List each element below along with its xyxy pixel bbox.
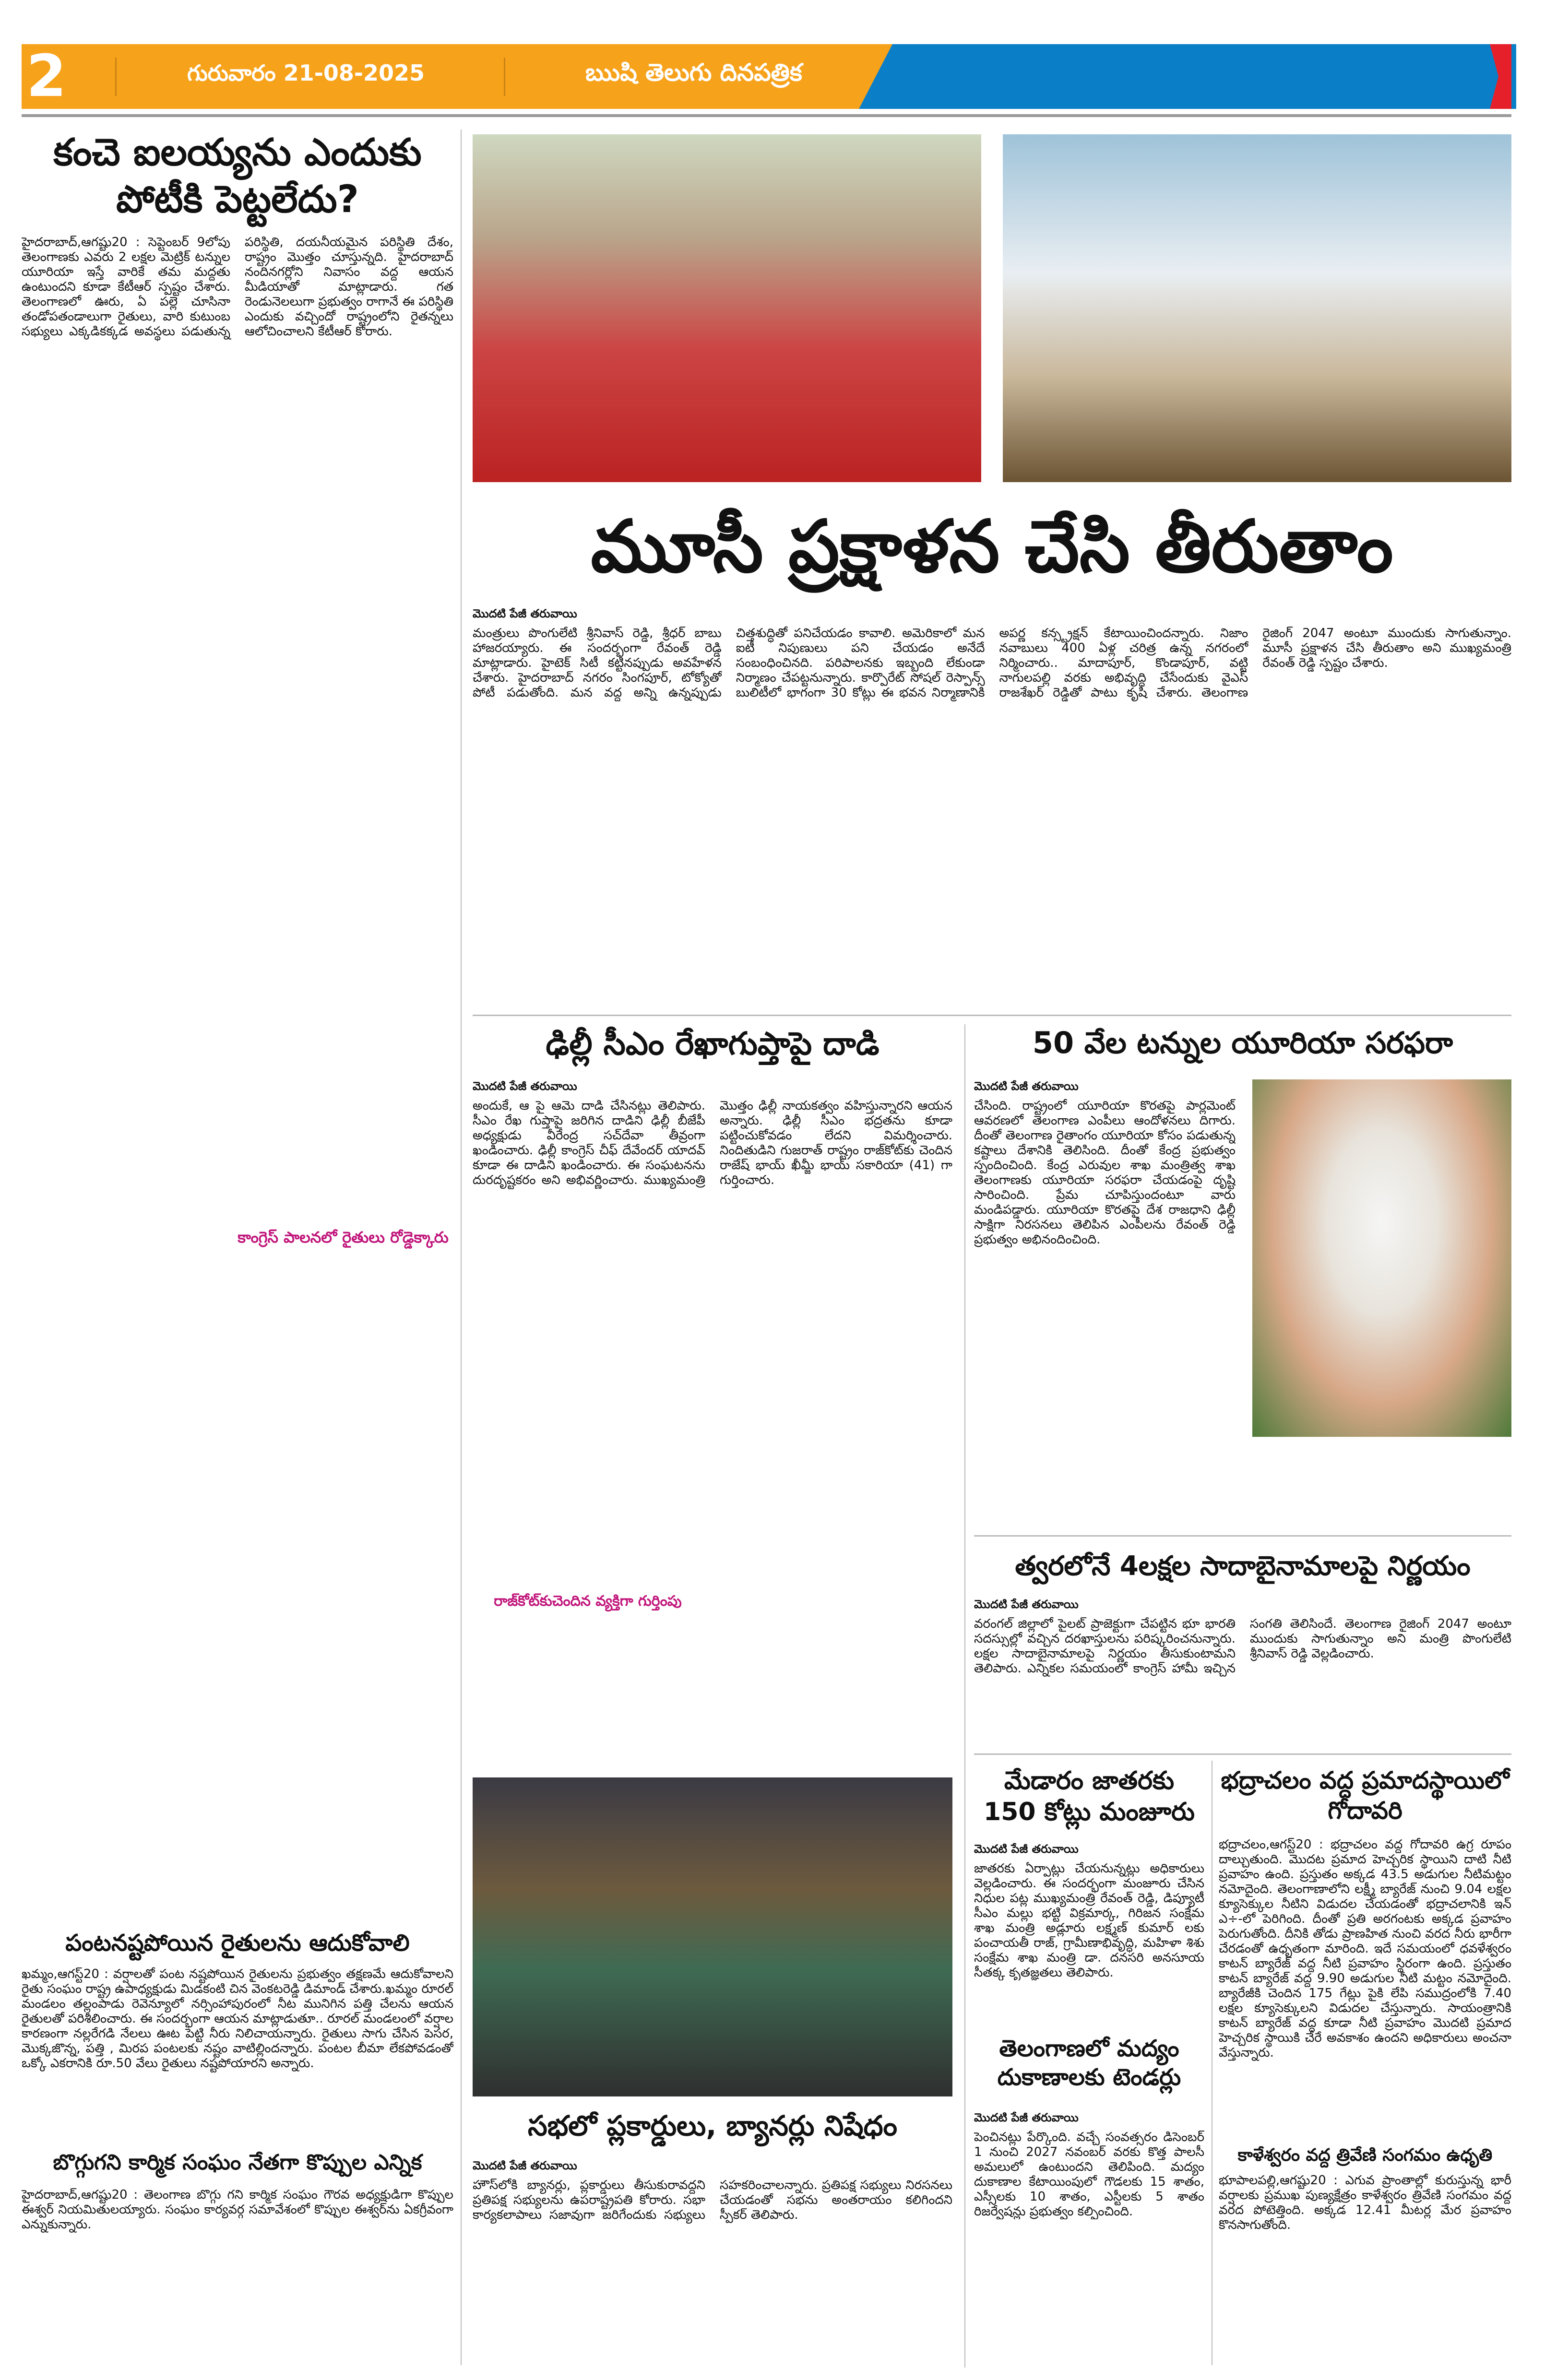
photo-parliament-session	[473, 1777, 952, 2096]
coal-story-headline: బొగ్గుగని కార్మిక సంఘం నేతగా కొప్పుల ఎన్నిక	[53, 2150, 422, 2175]
paper-name: ఋషి తెలుగు దినపత్రిక	[585, 59, 802, 86]
kaleshwaram-story-headline: కాళేశ్వరం వద్ద త్రివేణి సంగమం ఉధృతి	[1237, 2145, 1493, 2165]
lead-story-headline: మూసీ ప్రక్షాళన చేసి తీరుతాం	[591, 505, 1393, 589]
column-rule	[964, 1024, 965, 2368]
section-rule	[974, 1535, 1511, 1537]
urea-story-body: చేసింది. రాష్ట్రంలో యూరియా కొరతపై పార్లమెంట్ ఆవరణలో తెలంగాణ ఎంపీలు ఆందోళనలు దిగారు. దీంతో తెలంగాణ రైతాంగం యూరియా కోసం పడుతున్న కష్టాలు దేశానికి తెలిసింది. దీంతో కేంద్ర ప్రభుత్వం స్పందించింది. కేంద్ర ఎరువుల శాఖ మంత్రిత్వ శాఖ తెలంగాణకు యూరియా సరఫరా చేయడంపై దృష్టి సారించింది. ప్రేమ చూపిస్తుందంటూ వారు మండిపడ్డారు. యూరియా కొరతపై దేశ రాజధాని ఢిల్లీ సాక్షిగా నిరసనలు తెలిపిన ఎంపీలను రేవంత్ రెడ్డి ప్రభుత్వం అభినందించింది.	[974, 1099, 1236, 1247]
crop-story-body: ఖమ్మం,ఆగస్ట్20 : వర్షాలతో పంట నష్టపోయిన రైతులను ప్రభుత్వం తక్షణమే ఆదుకోవాలని రైతు సంఘం రాష్ట్ర ఉపాధ్యక్షుడు మిడకంటి చిన వెంకటరెడ్డి డిమాండ్ చేశారు.ఖమ్మం రూరల్ మండలం తల్లంపాడు రెవెన్యూలో నర్సింహాపురంలో నీట మునిగిన పత్తి చేలను ఆయన రైతులతో పరిశీలించారు. ఈ సందర్భంగా ఆయన మాట్లాడుతూ.. రూరల్ మండలంలో వర్షాల కారణంగా నల్లరేగడి నేలలు ఊట పెట్టి నీరు నిలిచాయన్నారు. రైతులు సాగు చేసిన పెసర, మొక్కజొన్న, పత్తి , మిరప పంటలకు నష్టం వాటిల్లిందన్నారు. పంటల బీమా లేకపోవడంతో ఒక్కో ఎకరానికి రూ.50 వేలు రైతులు నష్టపోయారని అన్నారు.	[22, 1967, 453, 2071]
sadabainama-story-headline: త్వరలోనే 4లక్షల సాదాబైనామాలపై నిర్ణయం	[1015, 1551, 1471, 1582]
assembly-story-headline: సభలో ప్లకార్డులు, బ్యానర్లు నిషేధం	[527, 2109, 898, 2142]
photo-cm-greeting-crowd	[473, 134, 981, 482]
section-rule	[974, 1753, 1511, 1755]
assembly-story	[473, 2159, 952, 2365]
delhi-story-subheading: రాజ్‌కోట్‌కుచెందిన వ్యక్తిగా గుర్తింపు	[494, 1593, 682, 1610]
sadabainama-story-body: వరంగల్ జిల్లాలో పైలట్ ప్రాజెక్టుగా చేపట్టిన భూ భారతి సదస్సుల్లో వచ్చిన దరఖాస్తులను పరిష్కరించనున్నారు. లక్షల సాదాబైనామాలపై నిర్ణయం తీసుకుంటామని తెలిపారు. ఎన్నికల సమయంలో కాంగ్రెస్ హామీ ఇచ్చిన సంగతి తెలిసిందే. తెలంగాణ రైజింగ్ 2047 అంటూ ముందుకు సాగుతున్నాం అని మంత్రి పొంగులేటి శ్రీనివాస్ రెడ్డి వెల్లడించారు.	[974, 1617, 1511, 1676]
left-story-inset-heading: కాంగ్రెస్ పాలనలో రైతులు రోడ్డెక్కారు	[238, 1228, 449, 1246]
liquor-story-body: పెంచినట్లు పేర్కొంది. వచ్చే సంవత్సరం డిసెంబర్ 1 నుంచి 2027 నవంబర్ వరకు కొత్త పాలసీ అమలులో ఉంటుందని తెలిపింది. మద్యం దుకాణాల కేటాయింపులో గౌడలకు 15 శాతం, ఎస్సీలకు 10 శాతం, ఎస్టీలకు 5 శాతం రిజర్వేషన్లు ప్రభుత్వం కల్పించింది.	[974, 2130, 1204, 2219]
lead-story-byline: మొదటి పేజీ తరువాయి	[473, 607, 577, 620]
crop-story-headline: పంటనష్టపోయిన రైతులను ఆదుకోవాలి	[65, 1930, 410, 1956]
photo-urea-in-hand	[1252, 1079, 1511, 1437]
divider	[115, 58, 117, 96]
godavari-story-headline: భద్రాచలం వద్ద ప్రమాదస్థాయిలో గోదావరి	[1221, 1766, 1509, 1824]
medaram-story	[974, 1842, 1204, 2029]
liquor-story	[974, 2111, 1204, 2365]
assembly-story-body: హౌస్‌లోకి బ్యానర్లు, ప్లకార్డులు తీసుకురావద్దని ప్రతిపక్ష సభ్యులను ఉపరాష్ట్రపతి కోరారు. సభా కార్యకలాపాలు సజావుగా జరిగేందుకు సభ్యులు సహకరించాలన్నారు. ప్రతిపక్ష సభ్యులు నిరసనలు చేయడంతో సభను అంతరాయం కలిగిందని స్పీకర్ తెలిపారు.	[473, 2178, 952, 2222]
left-story-body: హైదరాబాద్,ఆగష్టు20 : సెప్టెంబర్ 9లోపు తెలంగాణకు ఎవరు 2 లక్షల మెట్రిక్ టన్నుల యూరియా ఇస్తే వారికే తమ మద్దతు ఉంటుందని కూడా కేటీఆర్ స్పష్టం చేశారు. తెలంగాణలో ఊరు, ఏ పల్లె చూసినా తండోపతండాలుగా రైతులు, వారి కుటుంబ సభ్యులు ఎక్కడికక్కడ అవస్థలు పడుతున్న పరిస్థితి, దయనీయమైన పరిస్థితి దేశం, రాష్ట్రం మొత్తం చూస్తున్నది. హైదరాబాద్ నందినగర్లోని నివాసం వద్ద ఆయన మీడియాతో మాట్లాడారు. గత రెండునెలలుగా ప్రభుత్వం రాగానే ఈ పరిస్థితి ఎందుకు వచ్చిందో రాష్ట్రంలోని రైతన్నలు ఆలోచించాలని కేటీఆర్ కోరారు.	[22, 235, 453, 339]
assembly-story-byline: మొదటి పేజీ తరువాయి	[473, 2159, 577, 2172]
left-story-headline: కంచె ఐలయ్యను ఎందుకు పోటీకి పెట్టలేదు?	[53, 131, 422, 221]
photo-leaders-on-stage	[1003, 134, 1511, 482]
column-rule	[461, 130, 462, 2365]
delhi-story-headline: ఢిల్లీ సీఎం రేఖాగుప్తాపై దాడి	[546, 1025, 880, 1062]
divider	[504, 58, 505, 96]
medaram-story-headline: మేడారం జాతరకు 150 కోట్లు మంజూరు	[984, 1766, 1195, 1826]
urea-story-headline: 50 వేల టన్నుల యూరియా సరఫరా	[1032, 1025, 1453, 1060]
lead-story-body: మంత్రులు పొంగులేటి శ్రీనివాస్ రెడ్డి, శ్రీధర్ బాబు హాజరయ్యారు. ఈ సందర్భంగా రేవంత్ రెడ్డి మాట్లాడారు. హైటెక్ సిటీ కట్టినప్పుడు అవహేళన చేశారు. హైదరాబాద్ నగరం సింగపూర్, టోక్యోతో పోటీ పడుతోంది. మన వద్ద అన్ని ఉన్నప్పుడు చిత్తశుద్ధితో పనిచేయడం కావాలి. అమెరికాలో మన ఐటీ నిపుణులు పని చేయడం అనేదే సంబంధించినది. పరిపాలనకు ఇబ్బంది లేకుండా నిర్మాణం చేపట్టనున్నారు. కార్పొరేట్ సోషల్ రెస్పాన్స్ బులిటీలో భాగంగా 30 కోట్లు ఈ భవన నిర్మాణానికి అపర్ణ కన్స్ట్రక్షన్ కేటాయించిందన్నారు. నిజాం నవాబులు 400 ఏళ్ల చరిత్ర ఉన్న నగరంలో నిర్మించారు.. మాదాపూర్, కొండాపూర్, వట్టి నాగులపల్లి వరకు అభివృద్ధి చేసేందుకు వైఎస్ రాజశేఖర్ రెడ్డితో పాటు కృషి చేశారు. తెలంగాణ రైజింగ్ 2047 అంటూ ముందుకు సాగుతున్నాం. మూసీ ప్రక్షాళన చేసి తీరుతాం అని ముఖ్యమంత్రి రేవంత్ రెడ్డి స్పష్టం చేశారు.	[473, 626, 1511, 700]
medaram-story-body: జాతరకు ఏర్పాట్లు చేయనున్నట్లు అధికారులు వెల్లడించారు. ఈ సందర్భంగా మంజూరు చేసిన నిధుల పట్ల ముఖ్యమంత్రి రేవంత్ రెడ్డి, డిప్యూటీ సీఎం మల్లు భట్టి విక్రమార్క, గిరిజన సంక్షేమ శాఖ మంత్రి అడ్లూరు లక్ష్మణ్ కుమార్ లకు పంచాయతీ రాజ్, గ్రామీణాభివృద్ధి, మహిళా శిశు సంక్షేమ శాఖ మంత్రి డా. దనసరి అనసూయ సీతక్క కృతజ్ఞతలు తెలిపారు.	[974, 1861, 1204, 1980]
masthead-rule	[22, 114, 1511, 117]
delhi-story-byline: మొదటి పేజీ తరువాయి	[473, 1079, 577, 1093]
liquor-story-byline: మొదటి పేజీ తరువాయి	[974, 2111, 1079, 2124]
delhi-story-body: అందుకే, ఆ పై ఆమె దాడి చేసినట్లు తెలిపారు. సీఎం రేఖ గుప్తాపై జరిగిన దాడిని ఢిల్లీ బీజేపీ అధ్యక్షుడు వీరేంద్ర సచ్‌దేవా తీవ్రంగా ఖండించారు. ఢిల్లీ కాంగ్రెస్ చీఫ్ దేవేందర్ యాదవ్ కూడా ఈ దాడిని ఖండించారు. ఈ సంఘటనను దురదృష్టకరం అని అభివర్ణించారు. ముఖ్యమంత్రి మొత్తం ఢిల్లీ నాయకత్వం వహిస్తున్నారని ఆయన అన్నారు. ఢిల్లీ సీఎం భద్రతను కూడా పట్టించుకోవడం లేదని విమర్శించారు. నిందితుడిని గుజరాత్ రాష్ట్రం రాజ్‌కోట్‌కు చెందిన రాజేష్ భాయ్ ఖీమ్జీ భాయ్ సకారియా (41) గా గుర్తించారు.	[473, 1099, 952, 1187]
coal-story-body: హైదరాబాద్,ఆగష్టు20 : తెలంగాణ బొగ్గు గని కార్మిక సంఘం గౌరవ అధ్యక్షుడిగా కొప్పుల ఈశ్వర్ నియమితులయ్యారు. సంఘం కార్యవర్గ సమావేశంలో కొప్పుల ఈశ్వర్‌ను ఏకగ్రీవంగా ఎన్నుకున్నారు.	[22, 2188, 453, 2232]
issue-date: గురువారం 21-08-2025	[187, 60, 425, 86]
liquor-story-headline: తెలంగాణలో మద్యం దుకాణాలకు టెండర్లు	[997, 2035, 1181, 2091]
masthead-blue-band	[859, 44, 1516, 109]
godavari-story-body: భద్రాచలం,ఆగస్ట్20 : భద్రాచలం వద్ద గోదావరి ఉగ్ర రూపం దాల్చుతుంది. మొదట ప్రమాద హెచ్చరిక స్థాయిని దాటి నీటి ప్రవాహం ఉంది. ప్రస్తుతం అక్కడ 43.5 అడుగుల నీటిమట్టం నమోదైంది. తెలంగాణాలోని లక్ష్మీ బ్యారేజ్ నుంచి 9.04 లక్షల క్యూసెక్కుల నీటిని విడుదల చేయడంతో భద్రాచలానికి ఇన్ ఎ÷-లో పెరిగింది. దీంతో ప్రతి అరగంటకు అక్కడ ప్రవాహం పెరుగుతోంది. దీనికి తోడు ప్రాణహిత నుంచి వరద నీరు భారీగా చేరడంతో ఉధృతంగా మారింది. ఇదే సమయంలో ధవళేశ్వరం కాటన్ బ్యారేజ్ వద్ద నీటి ప్రవాహం స్థిరంగా ఉంది. ప్రస్తుతం కాటన్ బ్యారేజ్ వద్ద 9.90 అడుగుల నీటి మట్టం నమోదైంది. బ్యారేజీకి చెందిన 175 గేట్లు పైకి లేపి సముద్రంలోకి 7.40 లక్షల క్యూసెక్కులని విడుదల చేస్తున్నారు. సాయంత్రానికి కాటన్ బ్యారేజ్ వద్ద కూడా నీటి ప్రవాహం మొదటి ప్రమాద హెచ్చరిక స్థాయికి చేరే అవకాశం ఉందని అధికారులు అంచనా వేస్తున్నారు.	[1219, 1837, 1511, 2060]
urea-story	[974, 1079, 1236, 1521]
kaleshwaram-story-body: భూపాలపల్లి,ఆగష్టు20 : ఎగువ ప్రాంతాల్లో కురుస్తున్న భారీ వర్షాలకు ప్రముఖ పుణ్యక్షేత్రం కాళేశ్వరం త్రివేణి సంగమం వద్ద వరద పోటెత్తింది. అక్కడ 12.41 మీటర్ల మేర ప్రవాహం కొనసాగుతోంది.	[1219, 2173, 1511, 2232]
lead-story	[473, 607, 1511, 1010]
page-number: 2	[26, 43, 67, 110]
section-rule	[473, 1015, 1511, 1016]
urea-story-byline: మొదటి పేజీ తరువాయి	[974, 1079, 1079, 1093]
medaram-story-byline: మొదటి పేజీ తరువాయి	[974, 1842, 1079, 1856]
sadabainama-story	[974, 1598, 1511, 1737]
delhi-story	[473, 1079, 952, 1761]
sadabainama-story-byline: మొదటి పేజీ తరువాయి	[974, 1598, 1079, 1611]
